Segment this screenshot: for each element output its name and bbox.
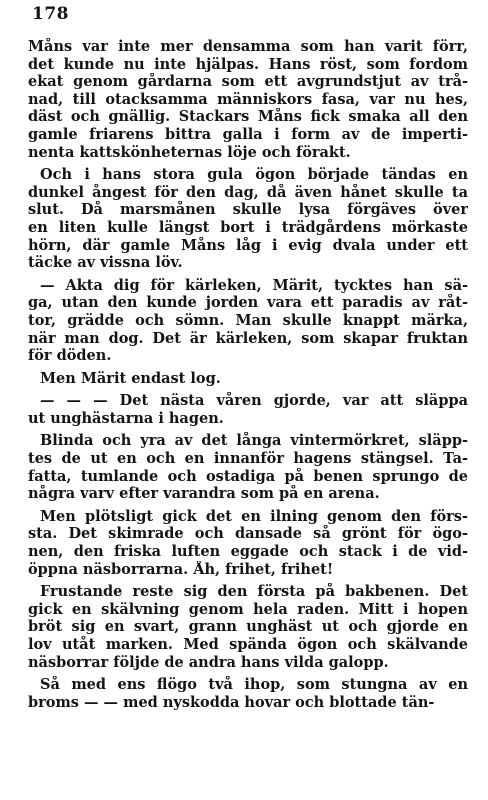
text-line: öppna näsborrarna. Åh, frihet, frihet!: [28, 560, 334, 578]
text-line: täcke av vissna löv.: [28, 254, 183, 272]
text-line: dunkel ångest för den dag, då även hånet skulle ta: [28, 183, 468, 201]
text-line: en liten kulle längst bort i trädgårdens mörkaste: [28, 218, 468, 236]
paragraph: [28, 370, 468, 388]
text-line: Frustande reste sig den första på bakbenen. Det: [40, 583, 468, 601]
text-line: Blinda och yra av det långa vintermörkret, släpp-: [40, 432, 468, 450]
paragraph: [28, 508, 468, 578]
text-line: Men Märit endast log.: [40, 369, 221, 387]
text-line: nen, den friska luften eggade och stack i de vid-: [28, 543, 468, 561]
text-line: Men plötsligt gick det en ilning genom den förs-: [40, 507, 468, 525]
paragraph: [28, 583, 468, 671]
text-line: nad, till otacksamma människors fasa, var nu hes,: [28, 90, 468, 108]
text-line: det kunde nu inte hjälpas. Hans röst, som fordom: [28, 55, 468, 73]
text-line: tor, grädde och sömn. Man skulle knappt märka,: [28, 311, 468, 329]
text-line: broms — — med nyskodda hovar och blottade tän-: [28, 693, 435, 711]
text-line: sta. Det skimrade och dansade så grönt för ögo-: [28, 525, 468, 543]
text-line: gamle friarens bittra galla i form av de imperti-: [28, 125, 468, 143]
paragraph: [28, 392, 468, 427]
text-line: ut unghästarna i hagen.: [28, 409, 224, 427]
text-line: ekat genom gårdarna som ett avgrundstjut av trå-: [28, 73, 468, 91]
text-line: Och i hans stora gula ögon började tändas en: [40, 166, 468, 184]
text-line: däst och gnällig. Stackars Måns fick smaka all den: [28, 108, 468, 126]
text-line: ga, utan den kunde jorden vara ett paradis av råt-: [28, 294, 468, 312]
text-line: fatta, tumlande och ostadiga på benen sprungo de: [28, 467, 468, 485]
text-line: slut. Då marsmånen skulle lysa förgäves över: [28, 201, 468, 219]
text-line: när man dog. Det är kärleken, som skapar fruktan: [28, 329, 468, 347]
text-line: lov utåt marken. Med spända ögon och skälvande: [28, 636, 468, 653]
text-line: Måns var inte mer densamma som han varit förr,: [28, 38, 468, 55]
text-line: tes de ut en och en innanför hagens stängsel. Ta-: [28, 450, 468, 468]
paragraph: [28, 38, 468, 161]
text-line: några varv efter varandra som på en arena.: [28, 485, 380, 503]
paragraph: [28, 166, 468, 272]
text-line: — — — Det nästa våren gjorde, var att släppa: [40, 392, 468, 410]
text-line: Så med ens flögo två ihop, som stungna av en: [40, 676, 468, 694]
body-text: [28, 38, 468, 711]
text-line: gick en skälvning genom hela raden. Mitt i hopen: [28, 600, 468, 618]
text-line: bröt sig en svart, grann unghäst ut och gjorde en: [28, 618, 468, 636]
paragraph: [28, 432, 468, 502]
text-line: hörn, där gamle Måns låg i evig dvala under ett: [28, 236, 468, 254]
text-line: näsborrar följde de andra hans vilda galopp.: [28, 653, 389, 671]
paragraph: [28, 277, 468, 365]
page-number: 178: [32, 4, 69, 24]
paragraph: [28, 676, 468, 711]
text-line: nenta kattskönheternas löje och förakt.: [28, 143, 351, 161]
text-line: — Akta dig för kärleken, Märit, tycktes han sä-: [40, 276, 468, 294]
text-line: för döden.: [28, 347, 112, 365]
